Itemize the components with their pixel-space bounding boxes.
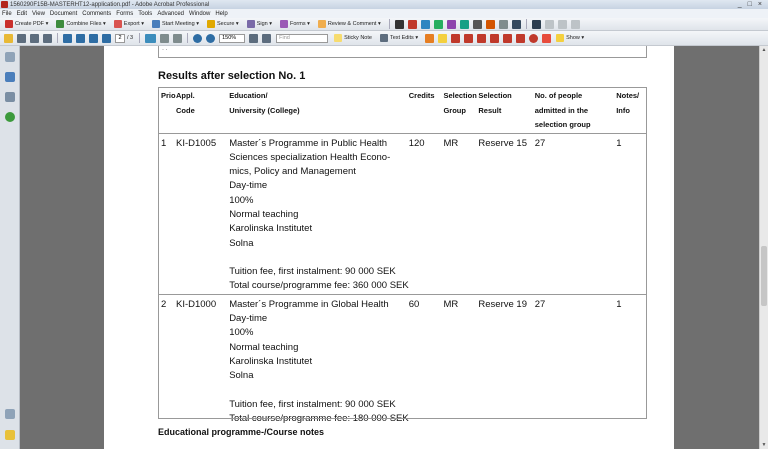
maximize-button[interactable]: □: [747, 1, 752, 8]
review-comment-button[interactable]: Review & Comment ▾: [315, 19, 384, 30]
zoom-level-select[interactable]: 150%: [219, 34, 245, 43]
table-row: [158, 294, 647, 426]
open-folder-icon[interactable]: [4, 34, 13, 43]
cell-education: Master´s Programme in Global Health Day-time 100% Normal teaching Karolinska Institutet Solna Tuition fee, first instalment: 90 000 SEK Total course/programme fee: 180 000 SEK: [229, 298, 409, 425]
sticky-note-button[interactable]: Sticky Note: [331, 33, 375, 44]
sign-button[interactable]: Sign ▾: [244, 19, 275, 30]
textbox-icon[interactable]: [464, 34, 473, 43]
fit-width-icon[interactable]: [262, 34, 271, 43]
stamp-icon[interactable]: [425, 34, 434, 43]
navigation-panel: [0, 46, 20, 449]
rectangle-icon[interactable]: [516, 34, 525, 43]
comments-icon[interactable]: [5, 430, 15, 440]
scroll-down-arrow-icon[interactable]: ▼: [761, 442, 767, 448]
combine-files-button[interactable]: Combine Files ▾: [53, 19, 108, 30]
attach-tool-icon[interactable]: [434, 20, 443, 29]
create-pdf-icon: [5, 20, 13, 28]
page-number-input[interactable]: 2: [115, 34, 125, 43]
cell-prio: 1: [158, 133, 176, 294]
menu-file[interactable]: File: [2, 10, 12, 17]
acrobat-app-icon: [1, 1, 8, 8]
vertical-scrollbar[interactable]: [759, 46, 768, 449]
oval-icon[interactable]: [529, 34, 538, 43]
cell-people: 27: [535, 133, 616, 294]
select-tool-icon[interactable]: [145, 34, 156, 43]
header-prio: Prio: [158, 87, 176, 133]
scroll-thumb[interactable]: [761, 246, 767, 306]
zoom-out-icon[interactable]: [193, 34, 202, 43]
cell-credits: 60: [408, 298, 420, 310]
header-people-admitted: No. of people admitted in the selection group: [535, 87, 616, 133]
cell-code: KI-D1005: [176, 133, 229, 294]
cell-people: 27: [534, 298, 546, 310]
hand-tool-icon[interactable]: [160, 34, 169, 43]
menu-advanced[interactable]: Advanced: [157, 10, 184, 17]
toolbar-separator: [389, 19, 390, 29]
cell-education: Master´s Programme in Public Health Sciences specialization Health Econo- mics, Policy and Management Day-time 100% Normal teaching Karolinska Institutet Solna Tuition fee, first instalment: 90 000 SEK Total course/programme fee: 360 000 SEK: [229, 133, 409, 294]
header-appl-code: Appl. Code: [176, 87, 229, 133]
header-notes: Notes/ Info: [616, 87, 647, 133]
attachments-icon[interactable]: [5, 409, 15, 419]
header-selection-result: Selection Result: [478, 87, 534, 133]
crop-tool-icon[interactable]: [545, 20, 554, 29]
menu-document[interactable]: Document: [49, 10, 78, 17]
cell-code: KI-D1000: [175, 298, 217, 310]
course-notes-heading: Educational programme-/Course notes: [158, 427, 325, 437]
cloud-icon[interactable]: [477, 34, 486, 43]
select-arrow-icon[interactable]: [395, 20, 404, 29]
toolbar-separator: [187, 33, 188, 43]
scroll-up-arrow-icon[interactable]: ▲: [761, 47, 767, 53]
pages-icon[interactable]: [5, 52, 15, 62]
line-icon[interactable]: [503, 34, 512, 43]
lock-icon: [207, 20, 215, 28]
pen-icon: [247, 20, 255, 28]
cell-result: Reserve 19: [478, 298, 527, 310]
previous-table-end: · ·: [158, 46, 647, 58]
link-tool-icon[interactable]: [421, 20, 430, 29]
email-icon[interactable]: [43, 34, 52, 43]
toolbar-separator: [526, 19, 527, 29]
cell-prio: 2: [161, 298, 167, 310]
article-tool-icon[interactable]: [532, 20, 541, 29]
fit-page-icon[interactable]: [249, 34, 258, 43]
minimize-button[interactable]: _: [737, 1, 742, 8]
menu-help[interactable]: Help: [215, 10, 228, 17]
acrobat-tool-icon[interactable]: [408, 20, 417, 29]
menu-view[interactable]: View: [32, 10, 45, 17]
arrow-icon[interactable]: [490, 34, 499, 43]
next-page-icon[interactable]: [89, 34, 98, 43]
window-controls: [738, 1, 768, 8]
button-tool-icon[interactable]: [499, 20, 508, 29]
field-tool-icon[interactable]: [512, 20, 521, 29]
cell-group: MR: [443, 133, 478, 294]
pencil-icon[interactable]: [542, 34, 551, 43]
cell-group: MR: [443, 298, 459, 310]
navigation-toolbar: [0, 31, 768, 46]
save-icon[interactable]: [30, 34, 39, 43]
menu-tools[interactable]: Tools: [138, 10, 153, 17]
stamp-tool-icon[interactable]: [447, 20, 456, 29]
export-button[interactable]: Export ▾: [111, 19, 147, 30]
create-pdf-button[interactable]: Create PDF ▾: [2, 19, 51, 30]
menu-edit[interactable]: Edit: [16, 10, 28, 17]
title-bar: [0, 0, 768, 9]
secure-button[interactable]: Secure ▾: [204, 19, 242, 30]
show-button[interactable]: Show ▾: [553, 33, 587, 44]
header-education: Education/ University (College): [229, 87, 409, 133]
first-page-icon[interactable]: [63, 34, 72, 43]
close-button[interactable]: ×: [757, 1, 762, 8]
header-credits: Credits: [409, 87, 444, 133]
print-icon[interactable]: [17, 34, 26, 43]
snapshot-tool-icon[interactable]: [173, 34, 182, 43]
previous-page-icon[interactable]: [76, 34, 85, 43]
menu-window[interactable]: Window: [189, 10, 211, 17]
results-table: [158, 87, 647, 426]
signatures-icon[interactable]: [5, 92, 15, 102]
menu-forms[interactable]: Forms: [116, 10, 134, 17]
how-to-icon[interactable]: [5, 112, 15, 122]
movie-tool-icon[interactable]: [486, 20, 495, 29]
text-edits-button[interactable]: Text Edits ▾: [377, 33, 421, 44]
show-icon: [556, 34, 564, 42]
start-meeting-button[interactable]: Start Meeting ▾: [149, 19, 202, 30]
cell-result: Reserve 15: [478, 133, 534, 294]
forms-button[interactable]: Forms ▾: [277, 19, 313, 30]
media-tool-icon[interactable]: [460, 20, 469, 29]
highlight-icon[interactable]: [438, 34, 447, 43]
cell-notes: 1: [616, 133, 647, 294]
zoom-in-icon[interactable]: [206, 34, 215, 43]
sound-tool-icon[interactable]: [473, 20, 482, 29]
bookmarks-icon[interactable]: [5, 72, 15, 82]
cell-credits: 120: [409, 133, 444, 294]
menu-bar: [0, 9, 768, 18]
sticky-note-icon: [334, 34, 342, 42]
touchup-tool-icon[interactable]: [558, 20, 567, 29]
export-icon: [114, 20, 122, 28]
document-viewport[interactable]: [21, 46, 759, 449]
cell-notes: 1: [616, 298, 622, 310]
find-input[interactable]: Find: [276, 34, 328, 43]
toolbar-separator: [57, 33, 58, 43]
table-header-row: [158, 87, 647, 133]
text-edits-icon: [380, 34, 388, 42]
forms-icon: [280, 20, 288, 28]
menu-comments[interactable]: Comments: [82, 10, 112, 17]
header-selection-group: Selection Group: [443, 87, 478, 133]
review-icon: [318, 20, 326, 28]
combine-files-icon: [56, 20, 64, 28]
object-tool-icon[interactable]: [571, 20, 580, 29]
last-page-icon[interactable]: [102, 34, 111, 43]
window-title: 1560290F15B-MASTERHT12-application.pdf - Adobe Acrobat Professional: [10, 1, 210, 8]
page-total: / 3: [127, 35, 134, 41]
section-title: Results after selection No. 1: [158, 70, 306, 82]
table-row: [158, 133, 647, 294]
toolbar-separator: [139, 33, 140, 43]
tasks-toolbar: [0, 18, 768, 31]
callout-icon[interactable]: [451, 34, 460, 43]
pdf-page: [104, 46, 674, 449]
meeting-icon: [152, 20, 160, 28]
